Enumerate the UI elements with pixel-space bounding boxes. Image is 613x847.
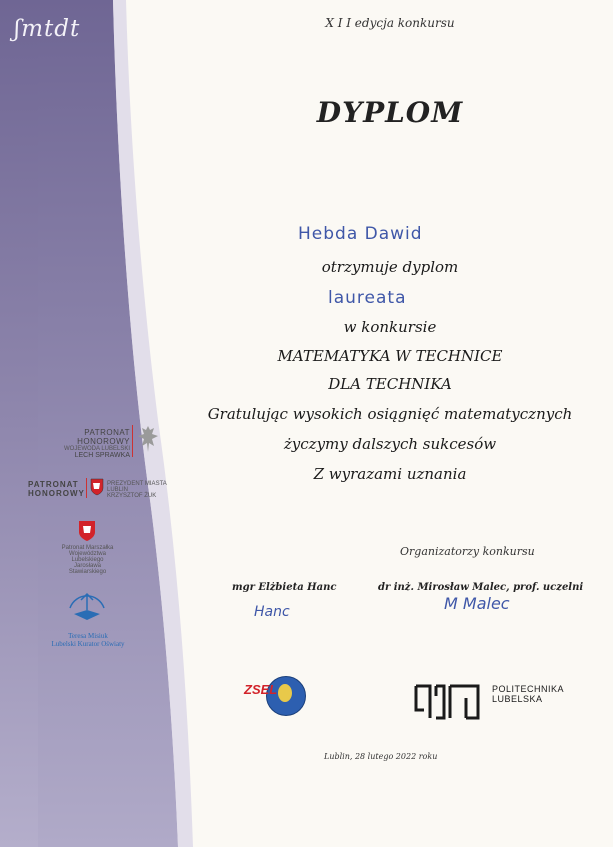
organizer-left-signature: Hanc xyxy=(254,604,290,620)
curator-role: Lubelski Kurator Oświaty xyxy=(51,640,125,648)
kuratorium-logo-icon xyxy=(64,584,110,628)
politechnika-name-line: POLITECHNIKA xyxy=(492,684,565,694)
patron-title: PATRONAT xyxy=(28,480,79,489)
diploma-title: DYPLOM xyxy=(316,96,464,129)
edition-text: X I I edycja konkursu xyxy=(325,16,455,30)
patron-sub: KRZYSZTOF ŻUK xyxy=(107,493,157,499)
patron-voivode xyxy=(30,428,130,459)
award-type: laureata xyxy=(328,288,407,308)
contest-name-line2: DLA TECHNIKA xyxy=(328,375,452,393)
zsel-logo xyxy=(244,676,310,722)
wishes-line2: życzymy dalszych sukcesów xyxy=(283,435,497,453)
patron-title: PATRONAT HONOROWY xyxy=(77,428,130,446)
decorative-curve xyxy=(38,0,218,847)
patron-sub: LECH SPRAWKA xyxy=(74,452,130,459)
politechnika-name-line: LUBELSKA xyxy=(492,694,543,704)
patron-sub: Patronat Marszałka xyxy=(61,545,114,551)
organizer-right-signature: M Malec xyxy=(444,594,510,613)
patron-sub: PREZYDENT MIASTA LUBLIN xyxy=(107,481,167,493)
patron-sub: WOJEWODA LUBELSKI xyxy=(63,446,130,452)
politechnika-name xyxy=(492,684,564,704)
patron-sub: Województwa Lubelskiego xyxy=(69,551,106,563)
recipient-name: Hebda Dawid xyxy=(298,224,423,244)
place-date: Lublin, 28 lutego 2022 roku xyxy=(324,752,438,761)
lublin-crest-icon xyxy=(90,478,104,496)
voivodeship-crest-icon xyxy=(78,520,96,542)
wishes-line1: Gratulując wysokich osiągnięć matematycznych xyxy=(207,405,573,423)
zsel-inner xyxy=(278,684,292,702)
organizer-right-name: dr inż. Mirosław Malec, prof. uczelni xyxy=(378,582,584,593)
mtdt-logo: ʃmtdt xyxy=(14,16,81,42)
politechnika-logo-icon xyxy=(414,684,484,720)
divider xyxy=(132,425,133,457)
contest-intro: w konkursie xyxy=(343,318,437,336)
patron-curator xyxy=(48,632,128,648)
patron-city-title xyxy=(28,480,85,498)
contest-name-line1: MATEMATYKA W TECHNICE xyxy=(277,347,503,365)
patron-title: HONOROWY xyxy=(28,489,85,498)
decorative-band xyxy=(0,0,42,847)
curator-name: Teresa Misiuk xyxy=(68,632,108,640)
organizer-left-name: mgr Elżbieta Hanc xyxy=(232,582,337,593)
wishes-line3: Z wyrazami uznania xyxy=(313,465,467,483)
organizers-heading: Organizatorzy konkursu xyxy=(400,545,535,558)
patron-marshal xyxy=(55,545,120,575)
eagle-emblem-icon xyxy=(136,424,160,456)
patron-city xyxy=(107,481,187,499)
patron-sub: Jarosława Stawiarskiego xyxy=(68,563,107,575)
divider xyxy=(86,478,87,498)
award-intro: otrzymuje dyplom xyxy=(321,258,459,276)
zsel-text: ZSEL xyxy=(244,682,278,697)
